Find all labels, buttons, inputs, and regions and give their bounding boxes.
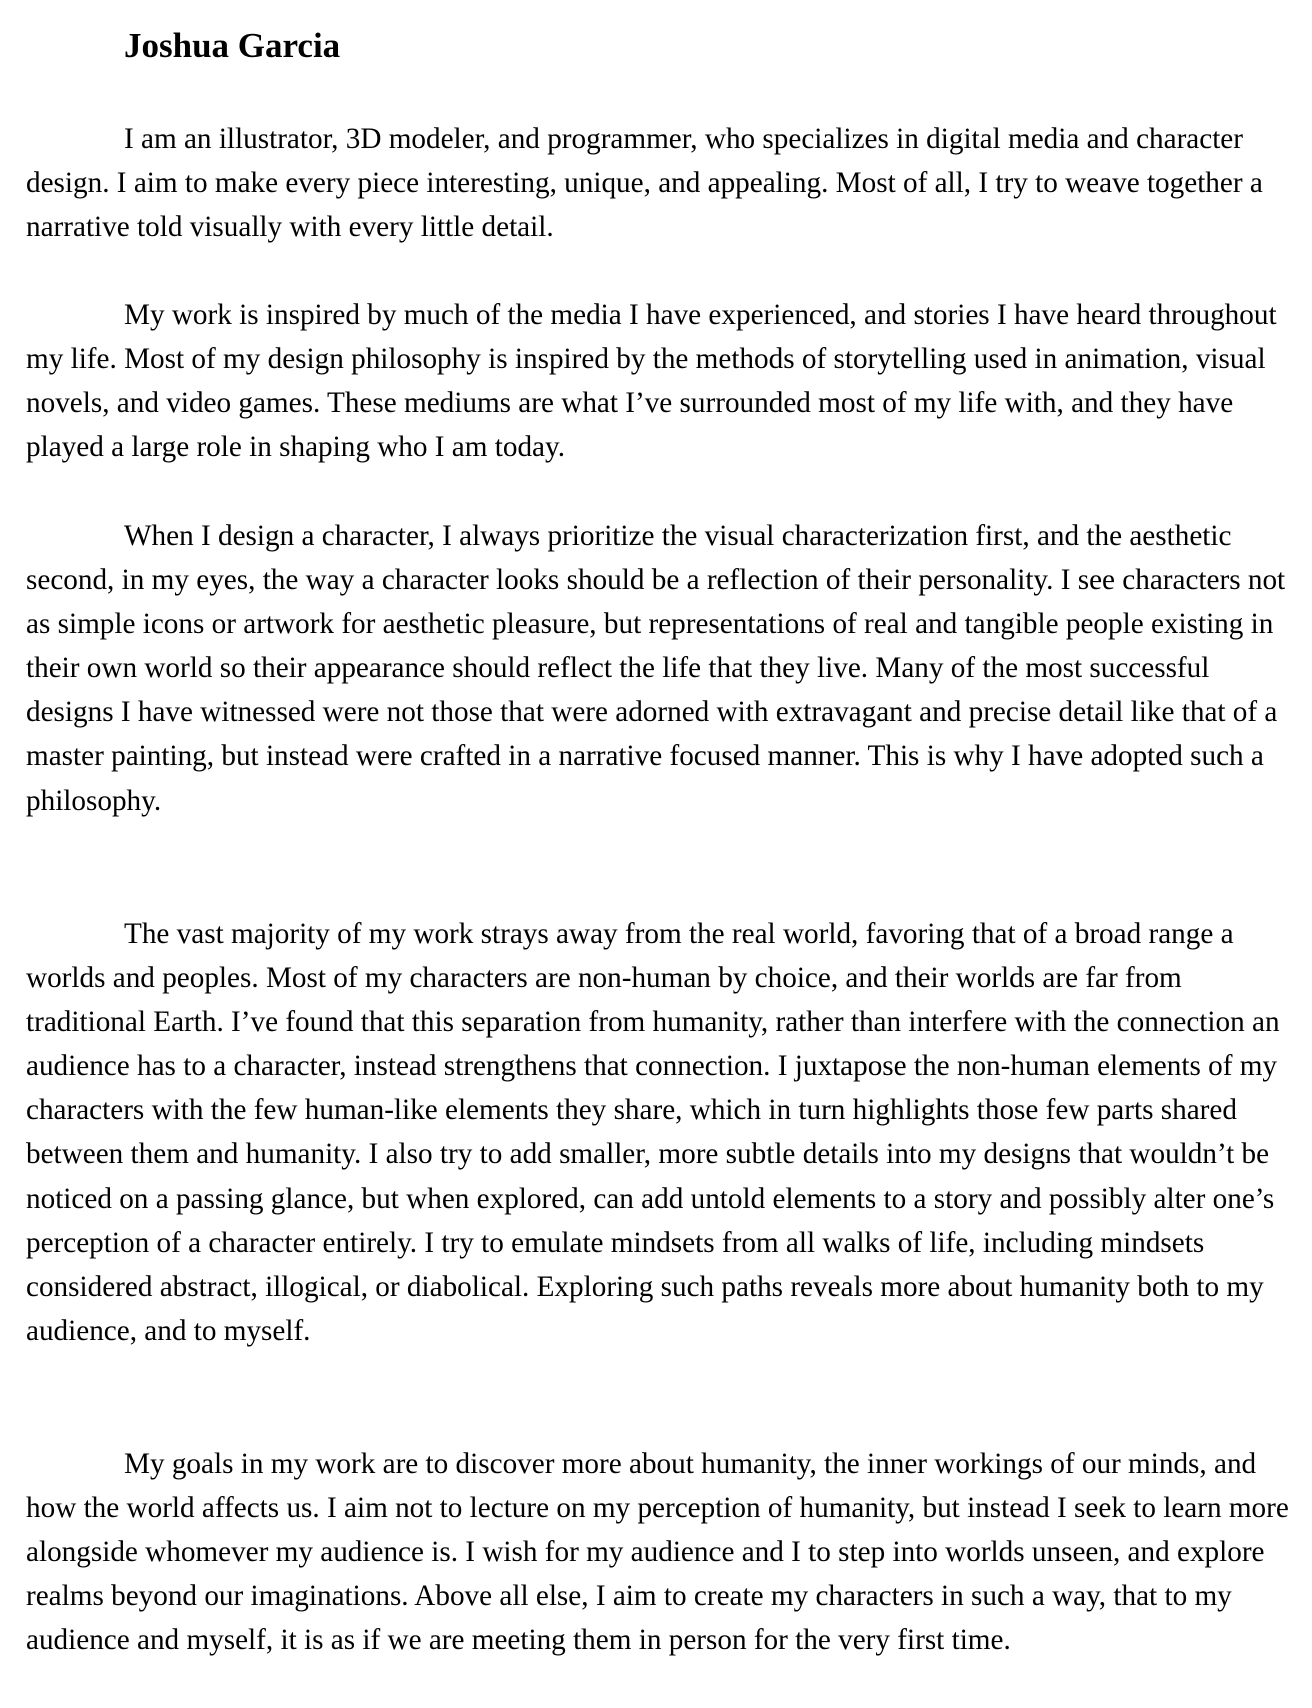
paragraph-worlds: The vast majority of my work strays away from the real world, favoring that of a broad range a worlds and peoples. Most of my characters are non-human by choice, and their worlds are far from traditional Earth. I’ve found that this separation from humanity, rather than interfere with the connection an audience has to a character, instead strengthens that connection. I juxtapose the non-human elements of my characters with the few human-like elements they share, which in turn highlights those few parts shared between them and humanity. I also try to add smaller, more subtle details into my designs that wouldn’t be noticed on a passing glance, but when explored, can add untold elements to a story and possibly alter one’s perception of a character entirely. I try to emulate mindsets from all walks of life, including mindsets considered abstract, illogical, or diabolical. Exploring such paths reveals more about humanity both to my audience, and to myself. — [26, 918, 1280, 1347]
paragraph-goals: My goals in my work are to discover more about humanity, the inner workings of our minds, and how the world affects us. I aim not to lecture on my perception of humanity, but instead I seek to learn more alongside whomever my audience is. I wish for my audience and I to step into worlds unseen, and explore realms beyond our imaginations. Above all else, I aim to create my characters in such a way, that to my audience and myself, it is as if we are meeting them in person for the very first time. — [26, 1448, 1289, 1657]
author-name-heading: Joshua Garcia — [124, 26, 341, 65]
paragraph-intro: I am an illustrator, 3D modeler, and programmer, who specializes in digital media and character design. I aim to make every piece interesting, unique, and appealing. Most of all, I try to weave together a narrative told visually with every little detail. — [26, 123, 1263, 244]
paragraph-design-philosophy: When I design a character, I always prioritize the visual characterization first, and the aesthetic second, in my eyes, the way a character looks should be a reflection of their personality. I see characters not as simple icons or artwork for aesthetic pleasure, but representations of real and tangible people existing in their own world so their appearance should reflect the life that they live. Many of the most successful designs I have witnessed were not those that were adorned with extravagant and precise detail like that of a master painting, but instead were crafted in a narrative focused manner. This is why I have adopted such a philosophy. — [26, 520, 1286, 817]
paragraph-inspiration: My work is inspired by much of the media I have experienced, and stories I have heard throughout my life. Most of my design philosophy is inspired by the methods of storytelling used in animation, visual novels, and video games. These mediums are what I’ve surrounded most of my life with, and they have played a large role in shaping who I am today. — [26, 299, 1277, 464]
